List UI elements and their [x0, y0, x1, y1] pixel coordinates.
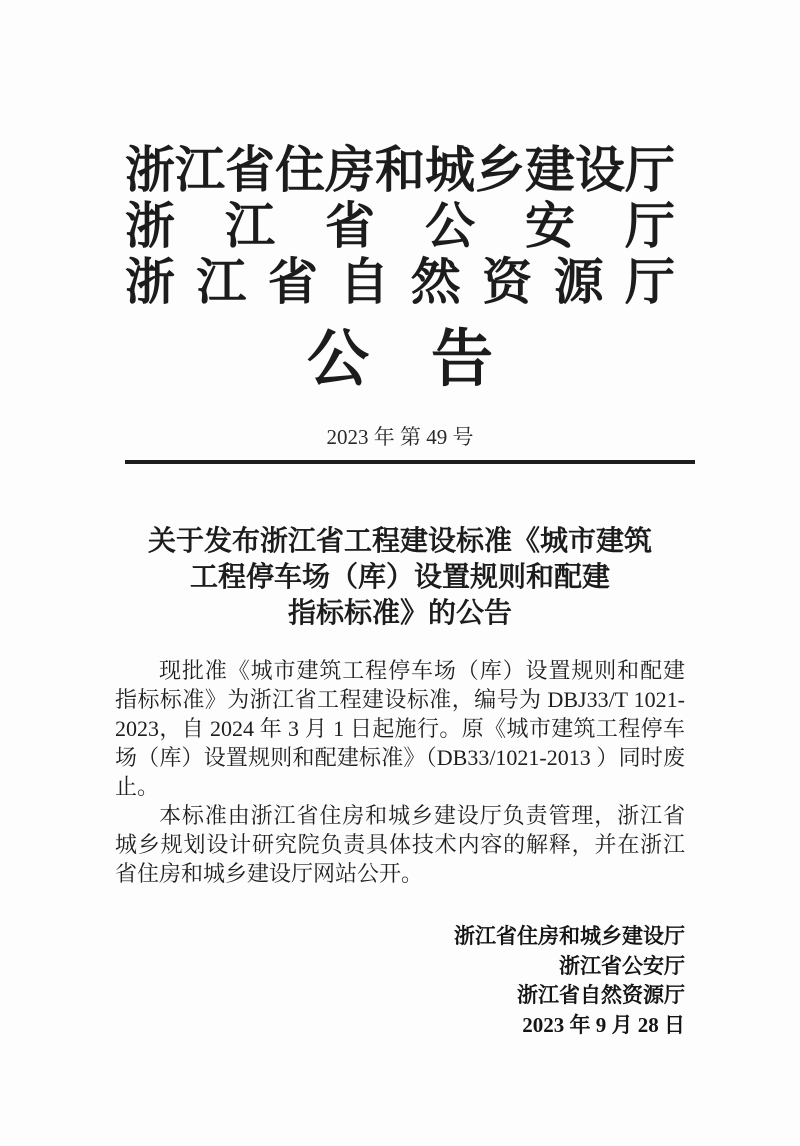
signature-date: 2023 年 9 月 28 日 — [522, 1012, 685, 1037]
announcement-title — [115, 524, 685, 632]
body-paragraph-management: 本标准由浙江省住房和城乡建设厅负责管理，浙江省城乡规划设计研究院负责具体技术内容的解释，并在浙江省住房和城乡建设厅网站公开。 — [115, 803, 685, 886]
header-divider-rule — [125, 460, 695, 464]
agency-line-housing: 浙江省住房和城乡建设厅 — [125, 142, 675, 198]
signature-block — [115, 922, 685, 1040]
signature-agency-natural-resources: 浙江省自然资源厅 — [517, 983, 685, 1007]
document-header — [125, 0, 675, 464]
agency-line-public-security: 浙江省公安厅 — [125, 198, 675, 254]
notice-type-heading: 公告 — [307, 326, 493, 394]
document-number: 2023 年 第 49 号 — [326, 425, 474, 449]
title-line: 指标标准》的公告 — [287, 598, 512, 629]
title-line: 工程停车场（库）设置规则和配建 — [189, 562, 610, 593]
title-line: 关于发布浙江省工程建设标准《城市建筑 — [147, 526, 652, 557]
body-paragraph-approval: 现批准《城市建筑工程停车场（库）设置规则和配建指标标准》为浙江省工程建设标准，编号为 DBJ33/T 1021-2023，自 2024 年 3 月 1 日起施行。原《城市建筑工程停车场（库）设置规则和配建标准》（DB33/1021-2013 ）同时废止。 — [115, 658, 685, 799]
agency-line-natural-resources: 浙江省自然资源厅 — [125, 254, 675, 310]
signature-agency-public-security: 浙江省公安厅 — [559, 953, 685, 978]
document-body — [115, 524, 685, 1040]
issuing-agencies — [125, 142, 675, 310]
signature-agency-housing: 浙江省住房和城乡建设厅 — [454, 924, 685, 948]
